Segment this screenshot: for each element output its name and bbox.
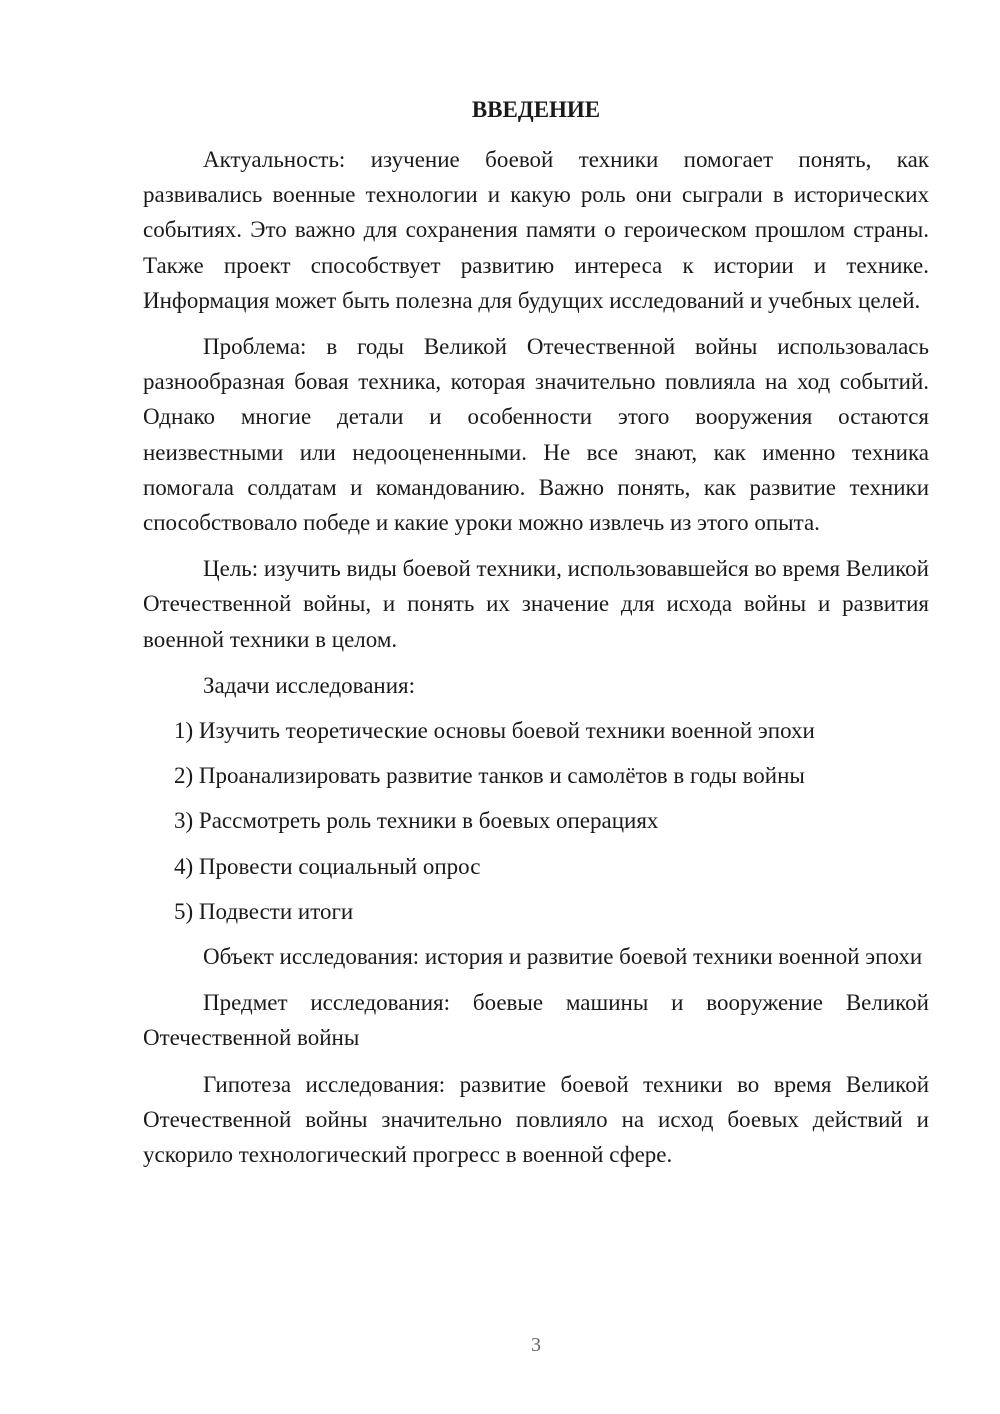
task-item: 3) Рассмотреть роль техники в боевых операциях <box>174 808 659 834</box>
section-title: ВВЕДЕНИЕ <box>471 97 601 122</box>
paragraph-object: Объект исследования: история и развитие боевой техники военной эпохи <box>203 944 923 970</box>
paragraph-goal: Цель: изучить виды боевой техники, использовавшейся во время Великой Отечественной войны, и понять их значение для исхода войны и развития военной техники в целом. <box>143 556 929 652</box>
paragraph-subject: Предмет исследования: боевые машины и вооружение Великой Отечественной войны <box>143 990 929 1051</box>
paragraph-relevance: Актуальность: изучение боевой техники помогает понять, как развивались военные технологии и какую роль они сыграли в исторических событиях. Это важно для сохранения памяти о героическом прошлом страны. Также проект способствует развитию интереса к истории и технике. Информация может быть полезна для будущих исследований и учебных целей. <box>143 147 929 313</box>
task-item: 2) Проанализировать развитие танков и самолётов в годы войны <box>174 763 805 789</box>
tasks-heading: Задачи исследования: <box>203 672 416 698</box>
task-list <box>143 713 929 929</box>
paragraph-hypothesis: Гипотеза исследования: развитие боевой техники во время Великой Отечественной войны значительно повлияло на исход боевых действий и ускорило технологический прогресс в военной сфере. <box>143 1071 929 1168</box>
paragraph-problem: Проблема: в годы Великой Отечественной войны использовалась разнообразная бовая техника, которая значительно повлияла на ход событий. Однако многие детали и особенности этого вооружения остаются неизвестными или недооцененными. Не все знают, как именно техника помогала солдатам и командованию. Важно понять, как развитие техники способствовало победе и какие уроки можно извлечь из этого опыта. <box>143 334 929 536</box>
task-item: 4) Провести социальный опрос <box>174 853 481 879</box>
page-number: 3 <box>531 1334 541 1356</box>
task-item: 1) Изучить теоретические основы боевой техники военной эпохи <box>174 718 815 744</box>
body-text <box>143 142 929 1183</box>
task-item: 5) Подвести итоги <box>174 898 354 924</box>
